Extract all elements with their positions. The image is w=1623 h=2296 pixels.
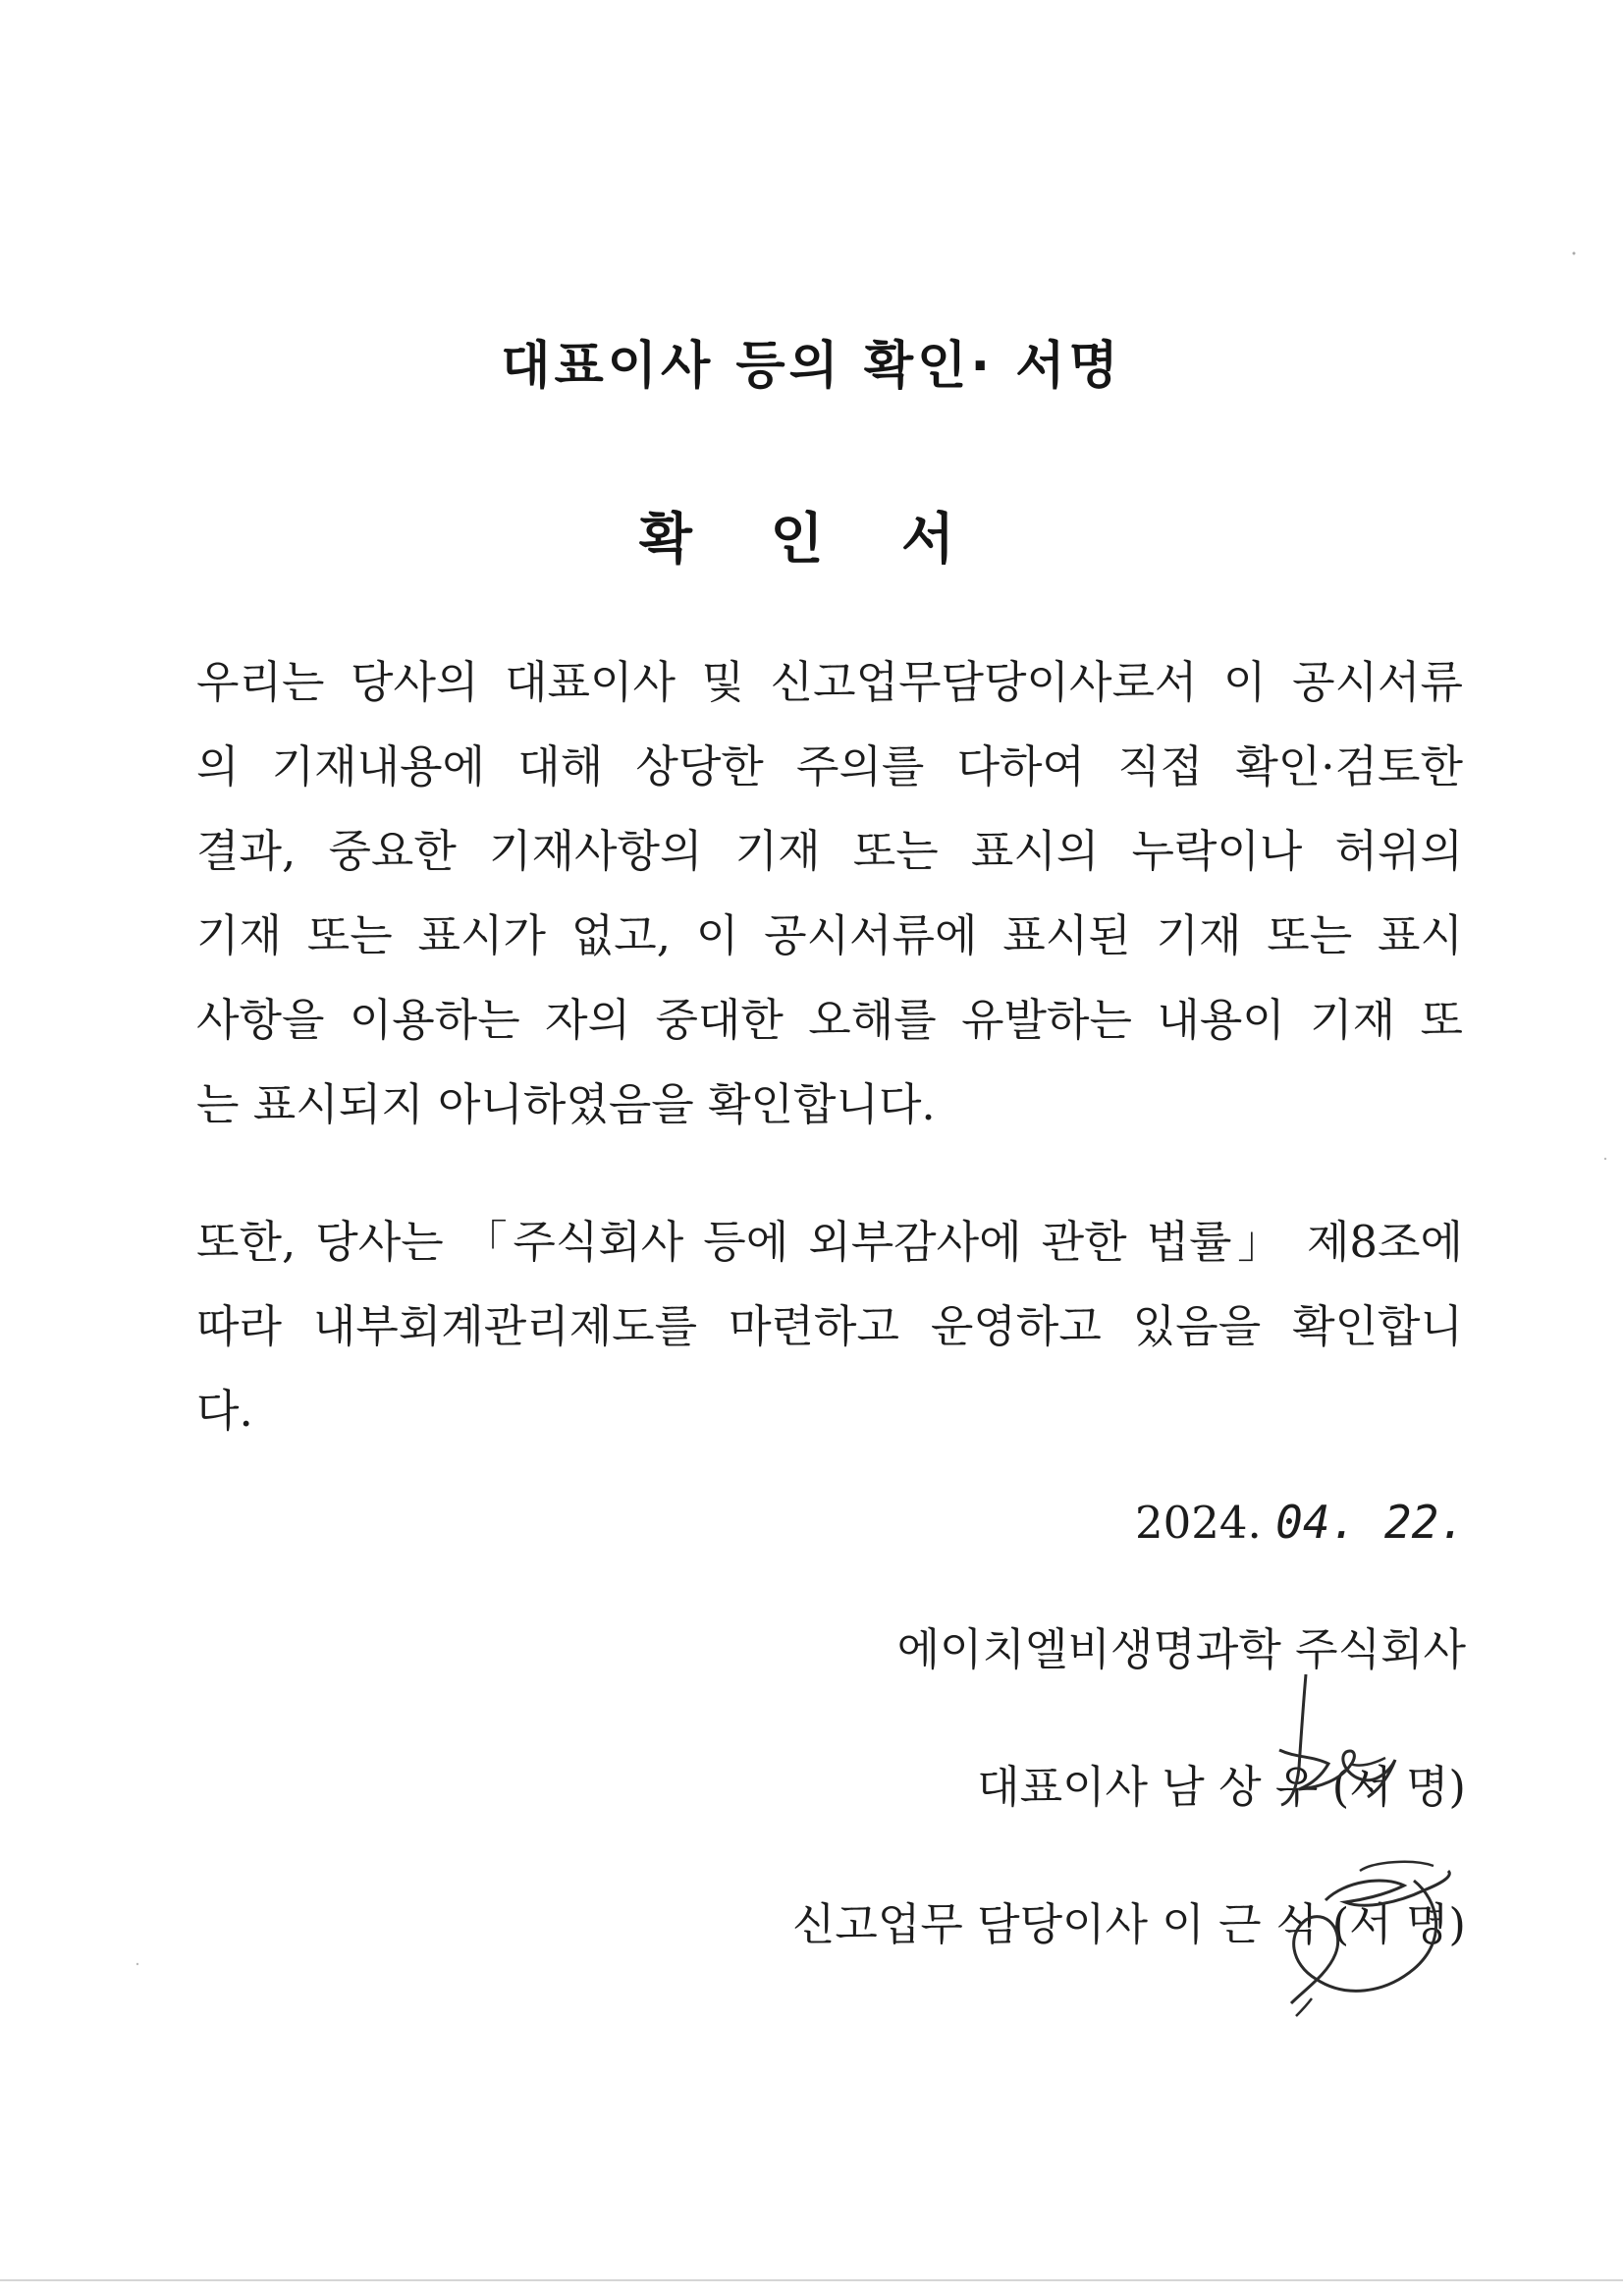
paragraph-line: 의 기재내용에 대해 상당한 주의를 다하여 직접 확인·검토한 bbox=[196, 740, 1463, 793]
ceo-signature-line: 대표이사 남 상 우 (서 명) bbox=[977, 1761, 1466, 1813]
paragraph-line: 사항을 이용하는 자의 중대한 오해를 유발하는 내용이 기재 또 bbox=[196, 994, 1463, 1046]
paragraph-line: 기재 또는 표시가 없고, 이 공시서류에 표시된 기재 또는 표시 bbox=[196, 909, 1463, 961]
paragraph-line: 또한, 당사는 「주식회사 등에 외부감사에 관한 법률」 제8조에 bbox=[196, 1216, 1463, 1268]
paragraph-line: 따라 내부회계관리제도를 마련하고 운영하고 있음을 확인합니 bbox=[196, 1300, 1463, 1352]
document-subtitle: 확 인 서 bbox=[638, 508, 985, 572]
paragraph-line: 는 표시되지 아니하였음을 확인합니다. bbox=[196, 1078, 936, 1130]
company-name: 에이치엘비생명과학 주식회사 bbox=[896, 1623, 1466, 1675]
paragraph-line: 우리는 당사의 대표이사 및 신고업무담당이사로서 이 공시서류 bbox=[196, 656, 1463, 708]
date-handwritten: 04. 22. bbox=[1275, 1496, 1466, 1549]
document-title: 대표이사 등의 확인· 서명 bbox=[501, 337, 1122, 396]
paragraph-line: 결과, 중요한 기재사항의 기재 또는 표시의 누락이나 허위의 bbox=[196, 825, 1463, 877]
paragraph-line: 다. bbox=[196, 1385, 253, 1437]
date-printed: 2024. bbox=[1134, 1497, 1262, 1549]
officer-signature-line: 신고업무 담당이사 이 근 식 (서 명) bbox=[791, 1898, 1466, 1950]
